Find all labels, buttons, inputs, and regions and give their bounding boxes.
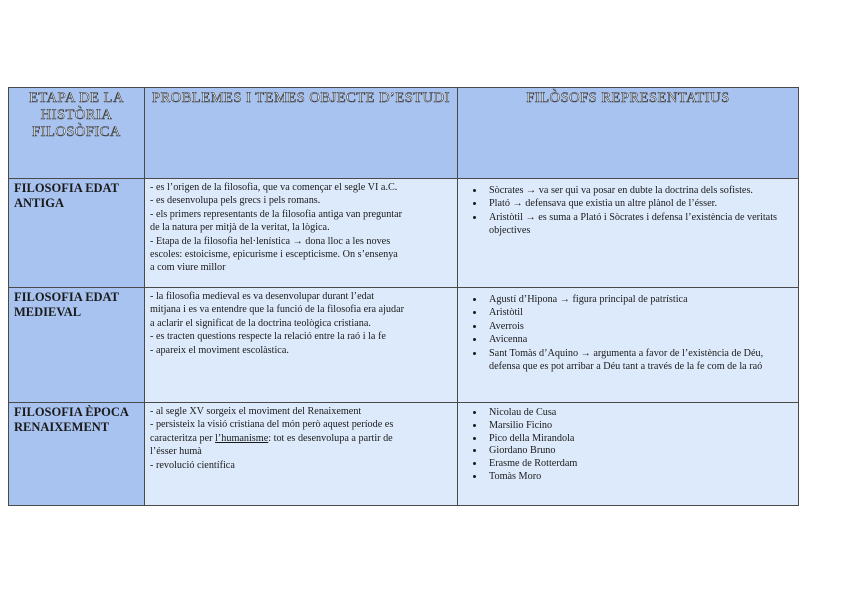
theme-line: - apareix el moviment escolàstica. <box>150 344 289 356</box>
themes-cell <box>145 288 458 403</box>
theme-line: - es l’origen de la filosofia, que va començar el segle VI a.C. <box>150 182 398 193</box>
theme-line: de la natura per mitjà de la veritat, la lògica. <box>150 222 330 234</box>
philosopher-item: • Sant Tomàs d’Aquino → argumenta a favor de l’existència de Déu, defensa que es pot arribar a Déu tant a través de la fe com de la raó <box>485 347 793 374</box>
header-row <box>9 88 799 179</box>
theme-line: - revolució científica <box>150 459 235 471</box>
theme-line: - al segle XV sorgeix el moviment del Renaixement <box>150 406 362 417</box>
table-row <box>9 403 799 506</box>
philosophers-cell <box>458 179 799 288</box>
theme-line: l’ésser humà <box>150 446 202 458</box>
table-row <box>9 288 799 403</box>
theme-line: mitjana i es va entendre que la funció de la filosofia era ajudar <box>150 304 405 316</box>
philosopher-item: • Aristòtil → es suma a Plató i Sòcrates i defensa l’existència de veritats objectives <box>485 211 793 238</box>
philosophers-cell <box>458 403 799 506</box>
philosopher-item: • Nicolau de Cusa <box>485 407 793 420</box>
header-themes: PROBLEMES I TEMES OBJECTE D’ESTUDI <box>145 88 458 179</box>
era-label: FILOSOFIA ÈPOCA RENAIXEMENT <box>9 403 145 506</box>
theme-line: - es tracten questions respecte la relació entre la raó i la fe <box>150 331 386 343</box>
theme-line: - els primers representants de la filosofia antiga van preguntar <box>150 208 403 220</box>
header-stage: ETAPA DE LA HISTÒRIA FILOSÒFICA <box>9 88 145 179</box>
philosopher-item: • Pico della Mirandola <box>485 433 793 446</box>
philosopher-list <box>463 407 793 484</box>
table-row <box>9 179 799 288</box>
theme-line: - es desenvolupa pels grecs i pels romans. <box>150 195 321 207</box>
theme-line: - la filosofia medieval es va desenvolupar durant l’edat <box>150 291 375 302</box>
philosopher-item: • Agustí d’Hipona → figura principal de patrística <box>485 293 793 306</box>
themes-cell <box>145 403 458 506</box>
theme-line: a com viure millor <box>150 262 226 274</box>
philosopher-list <box>463 184 793 238</box>
philosopher-item: • Marsilio Ficino <box>485 420 793 433</box>
philosopher-item: • Giordano Bruno <box>485 445 793 458</box>
theme-text: caracteritza per <box>150 432 216 444</box>
theme-line: a aclarir el significat de la doctrina teològica cristiana. <box>150 317 371 329</box>
themes-cell <box>145 179 458 288</box>
philosophy-table <box>8 87 799 506</box>
humanism-term: l’humanisme <box>215 432 269 444</box>
philosopher-item: • Averrois <box>485 320 793 333</box>
era-label: FILOSOFIA EDAT MEDIEVAL <box>9 288 145 403</box>
theme-line: - persisteix la visió cristiana del món però aquest període es <box>150 419 394 431</box>
theme-line: - Etapa de la filosofia hel·lenística → dona lloc a les noves <box>150 235 391 247</box>
philosophers-cell <box>458 288 799 403</box>
philosopher-list <box>463 293 793 373</box>
philosopher-item: • Avicenna <box>485 333 793 346</box>
philosopher-item: • Aristòtil <box>485 306 793 319</box>
theme-text: : tot es desenvolupa a partir de <box>268 432 393 444</box>
philosopher-item: • Sòcrates → va ser qui va posar en dubte la doctrina dels sofistes. <box>485 184 793 197</box>
philosopher-item: • Tomàs Moro <box>485 471 793 484</box>
philosopher-item: • Plató → defensava que existia un altre plànol de l’ésser. <box>485 197 793 210</box>
theme-line <box>150 432 452 445</box>
era-label: FILOSOFIA EDAT ANTIGA <box>9 179 145 288</box>
philosopher-item: • Erasme de Rotterdam <box>485 458 793 471</box>
theme-line: escoles: estoicisme, epicurisme i escepticisme. On s’ensenya <box>150 249 398 261</box>
header-philosophers: FILÒSOFS REPRESENTATIUS <box>458 88 799 179</box>
